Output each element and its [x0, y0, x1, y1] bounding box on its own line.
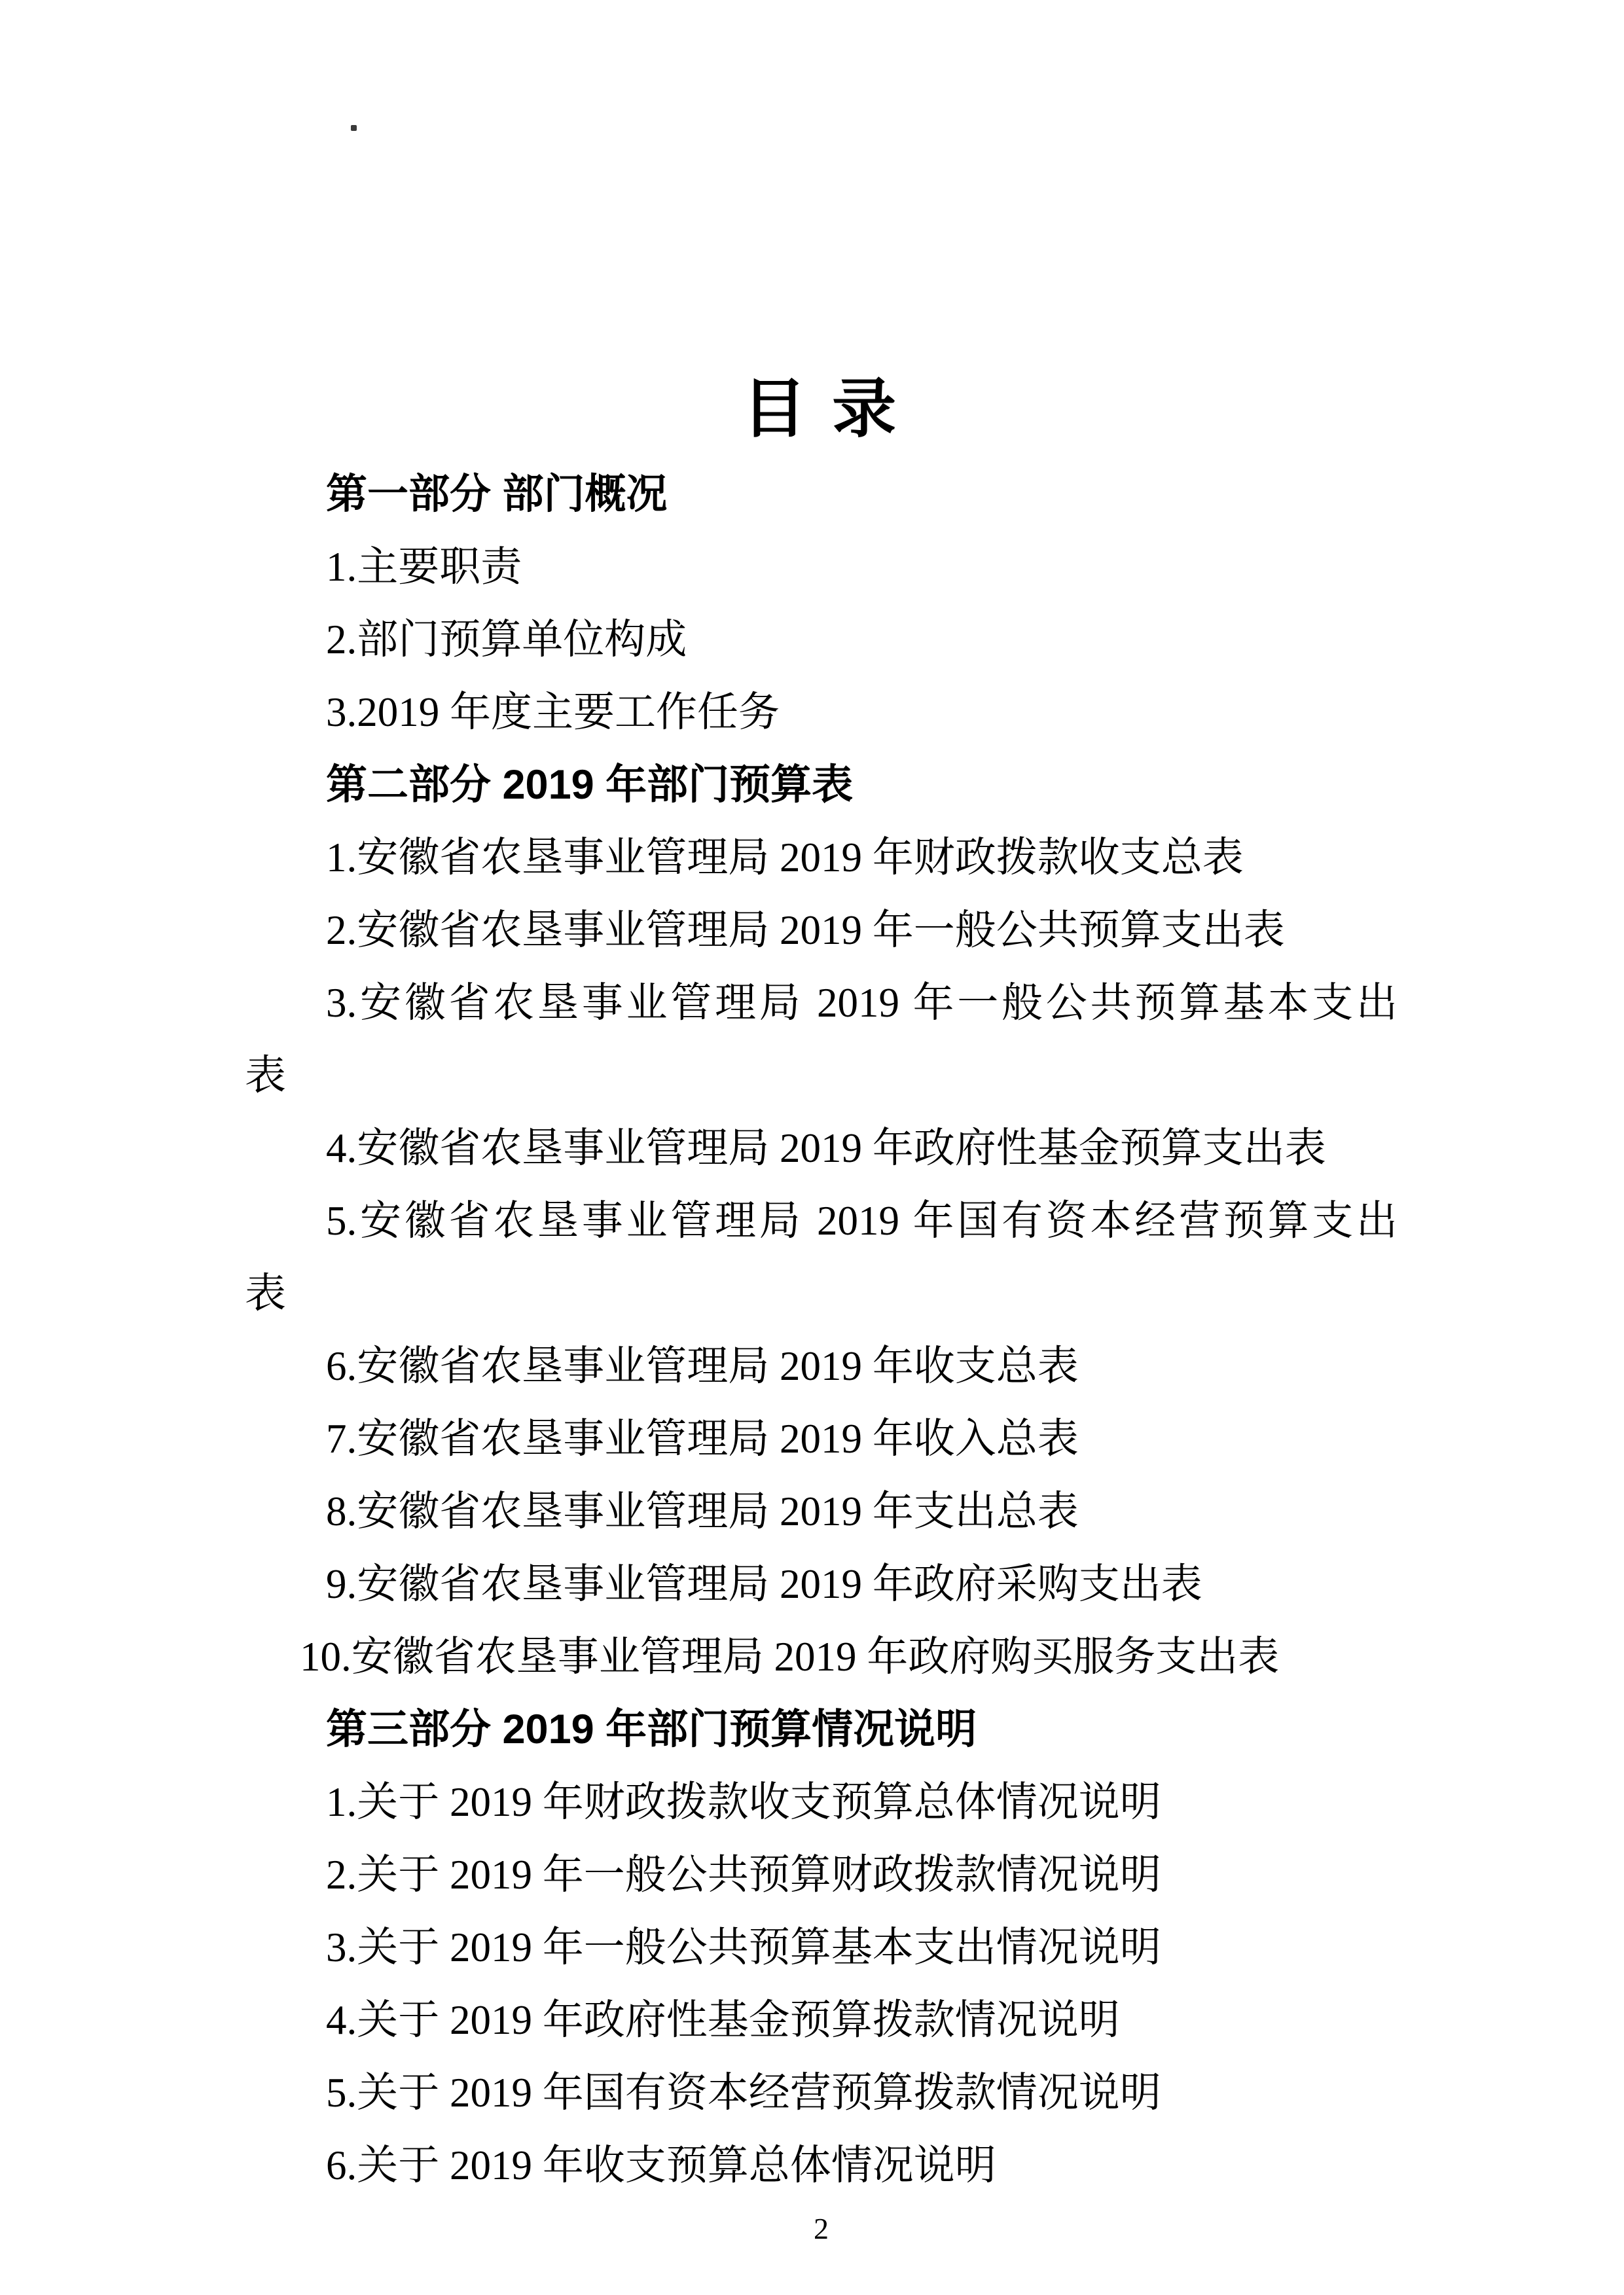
stray-mark — [351, 125, 357, 131]
toc-item: 7.安徽省农垦事业管理局 2019 年收入总表 — [326, 1416, 1079, 1462]
document-title: 目 录 — [742, 372, 901, 444]
toc-item: 10.安徽省农垦事业管理局 2019 年政府购买服务支出表 — [300, 1634, 1280, 1680]
toc-item: 1.主要职责 — [326, 544, 522, 590]
toc-item: 2.安徽省农垦事业管理局 2019 年一般公共预算支出表 — [326, 907, 1285, 953]
toc-item: 2.部门预算单位构成 — [326, 617, 687, 662]
toc-item: 6.关于 2019 年收支预算总体情况说明 — [326, 2142, 996, 2188]
toc-item: 9.安徽省农垦事业管理局 2019 年政府采购支出表 — [326, 1561, 1202, 1607]
page-number: 2 — [814, 2212, 829, 2245]
toc-item: 3.关于 2019 年一般公共预算基本支出情况说明 — [326, 1925, 1161, 1970]
toc-item: 8.安徽省农垦事业管理局 2019 年支出总表 — [326, 1489, 1079, 1534]
toc-item: 6.安徽省农垦事业管理局 2019 年收支总表 — [326, 1343, 1079, 1389]
toc-item: 1.安徽省农垦事业管理局 2019 年财政拨款收支总表 — [326, 835, 1244, 880]
toc-section-heading: 第一部分 部门概况 — [326, 471, 668, 517]
toc-item: 3.安徽省农垦事业管理局 2019 年一般公共预算基本支出 — [326, 980, 1398, 1026]
toc-item: 1.关于 2019 年财政拨款收支预算总体情况说明 — [326, 1779, 1161, 1825]
toc-item: 5.安徽省农垦事业管理局 2019 年国有资本经营预算支出 — [326, 1198, 1398, 1244]
toc-item: 4.安徽省农垦事业管理局 2019 年政府性基金预算支出表 — [326, 1125, 1326, 1171]
toc-item-continuation: 表 — [245, 1053, 286, 1098]
toc-item: 3.2019 年度主要工作任务 — [326, 689, 780, 735]
toc-section-heading: 第三部分 2019 年部门预算情况说明 — [326, 1707, 977, 1752]
toc-item: 2.关于 2019 年一般公共预算财政拨款情况说明 — [326, 1852, 1161, 1898]
toc-item: 5.关于 2019 年国有资本经营预算拨款情况说明 — [326, 2070, 1161, 2116]
toc-section-heading: 第二部分 2019 年部门预算表 — [326, 762, 854, 808]
toc-content — [245, 359, 1398, 2249]
toc-item-continuation: 表 — [245, 1271, 286, 1316]
toc-item: 4.关于 2019 年政府性基金预算拨款情况说明 — [326, 1997, 1120, 2043]
